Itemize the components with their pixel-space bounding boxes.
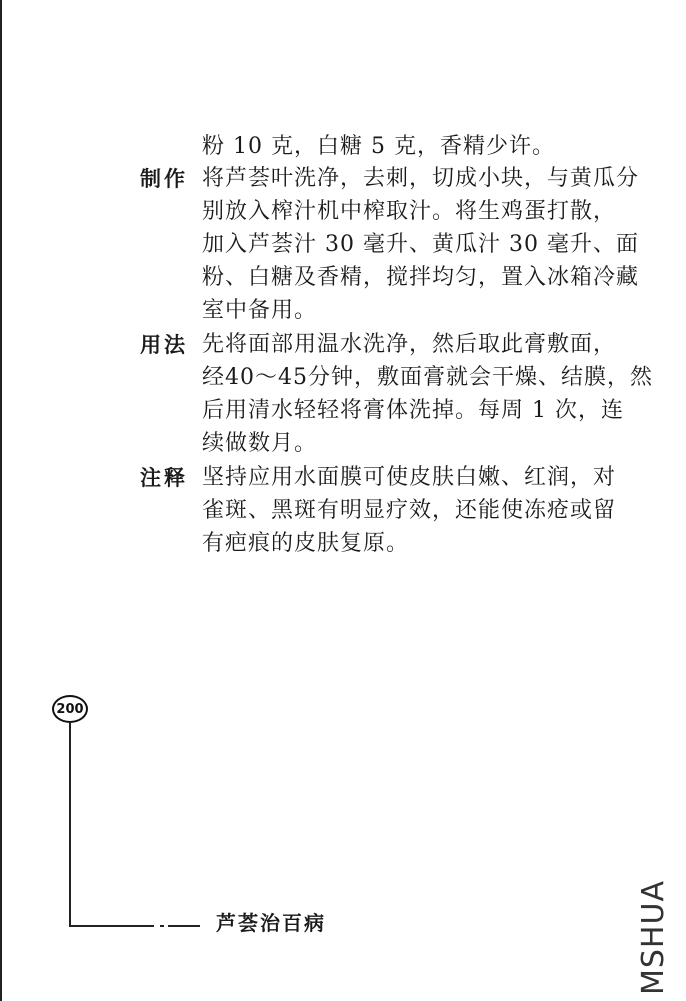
footer-rule-dash <box>168 925 200 927</box>
body-line: 续做数月。 <box>202 431 318 456</box>
page-left-border <box>0 0 2 1001</box>
body-line: 经40～45分钟，敷面膏就会干燥、结膜，然 <box>202 365 653 390</box>
body-line: 先将面部用温水洗净，然后取此膏敷面， <box>202 332 617 357</box>
body-line: 加入芦荟汁 30 毫升、黄瓜汁 30 毫升、面 <box>202 232 639 257</box>
body-line: 有疤痕的皮肤复原。 <box>202 531 410 556</box>
label-note: 注释 <box>140 465 188 490</box>
body-line: 室中备用。 <box>202 298 318 323</box>
label-method: 制作 <box>140 166 188 191</box>
body-line: 别放入榨汁机中榨取汁。将生鸡蛋打散， <box>202 199 617 224</box>
footer-rule-dot <box>160 925 164 927</box>
footer-horizontal-rule <box>69 925 154 927</box>
footer-book-title: 芦荟治百病 <box>216 911 326 935</box>
label-usage: 用法 <box>140 332 188 357</box>
body-line: 雀斑、黑斑有明显疗效，还能使冻疮或留 <box>202 498 617 523</box>
body-line: 粉 10 克，白糖 5 克，香精少许。 <box>202 134 555 159</box>
watermark: MSHUA <box>636 880 671 995</box>
page-number: 200 <box>56 701 84 717</box>
page-number-badge <box>52 695 88 723</box>
body-line: 坚持应用水面膜可使皮肤白嫩、红润，对 <box>202 465 617 490</box>
body-line: 后用清水轻轻将膏体洗掉。每周 1 次，连 <box>202 398 624 423</box>
body-line: 将芦荟叶洗净，去刺，切成小块，与黄瓜分 <box>202 166 640 191</box>
body-line: 粉、白糖及香精，搅拌均匀，置入冰箱冷藏 <box>202 265 640 290</box>
footer-vertical-rule <box>69 722 71 927</box>
